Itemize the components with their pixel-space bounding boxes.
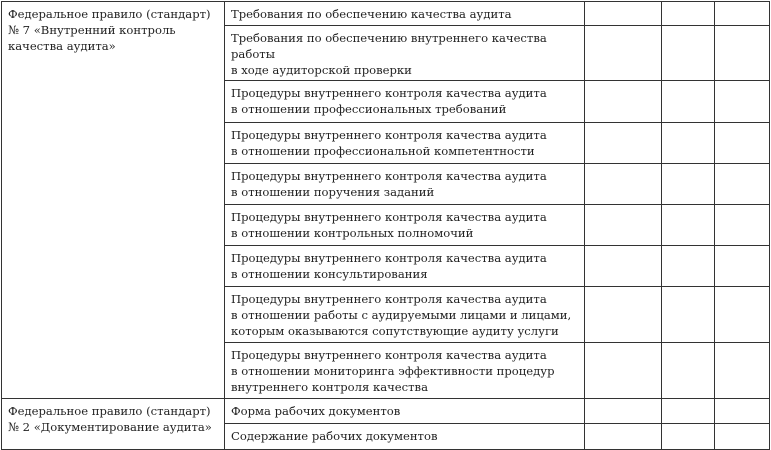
empty-cell [715,26,770,81]
standard-cell: Федеральное правило (стандарт) № 7 «Внутренний контроль качества аудита» [2,2,225,399]
empty-cell [585,123,662,164]
table-row [2,399,770,424]
empty-cell [585,343,662,399]
empty-cell [662,26,715,81]
empty-cell [715,164,770,205]
requirement-cell: Процедуры внутреннего контроля качества аудита в отношении профессиональных требований [225,81,585,123]
empty-cell [585,205,662,246]
empty-cell [662,246,715,287]
empty-cell [585,2,662,26]
requirement-cell: Процедуры внутреннего контроля качества аудита в отношении профессиональной компетентности [225,123,585,164]
empty-cell [715,81,770,123]
requirement-cell: Требования по обеспечению внутреннего качества работы в ходе аудиторской проверки [225,26,585,81]
empty-cell [715,343,770,399]
empty-cell [662,2,715,26]
requirement-cell: Процедуры внутреннего контроля качества аудита в отношении работы с аудируемыми лицами и лицами, которым оказываются сопутствующие аудиту услуги [225,287,585,343]
requirement-cell: Требования по обеспечению качества аудита [225,2,585,26]
requirement-cell: Содержание рабочих документов [225,424,585,450]
empty-cell [662,205,715,246]
empty-cell [585,81,662,123]
requirement-cell: Процедуры внутреннего контроля качества аудита в отношении мониторинга эффективности процедур внутреннего контроля качества [225,343,585,399]
empty-cell [715,246,770,287]
empty-cell [715,399,770,424]
empty-cell [585,164,662,205]
empty-cell [585,399,662,424]
requirement-cell: Процедуры внутреннего контроля качества аудита в отношении консультирования [225,246,585,287]
table-row [2,2,770,26]
empty-cell [662,343,715,399]
empty-cell [662,123,715,164]
empty-cell [715,2,770,26]
empty-cell [662,287,715,343]
empty-cell [662,81,715,123]
requirement-cell: Форма рабочих документов [225,399,585,424]
empty-cell [662,164,715,205]
empty-cell [715,424,770,450]
empty-cell [585,246,662,287]
empty-cell [662,424,715,450]
requirement-cell: Процедуры внутреннего контроля качества аудита в отношении контрольных полномочий [225,205,585,246]
empty-cell [585,26,662,81]
empty-cell [585,424,662,450]
empty-cell [585,287,662,343]
empty-cell [715,205,770,246]
standard-cell: Федеральное правило (стандарт) № 2 «Документирование аудита» [2,399,225,450]
empty-cell [715,287,770,343]
audit-standards-table [1,1,770,450]
empty-cell [662,399,715,424]
requirement-cell: Процедуры внутреннего контроля качества аудита в отношении поручения заданий [225,164,585,205]
empty-cell [715,123,770,164]
